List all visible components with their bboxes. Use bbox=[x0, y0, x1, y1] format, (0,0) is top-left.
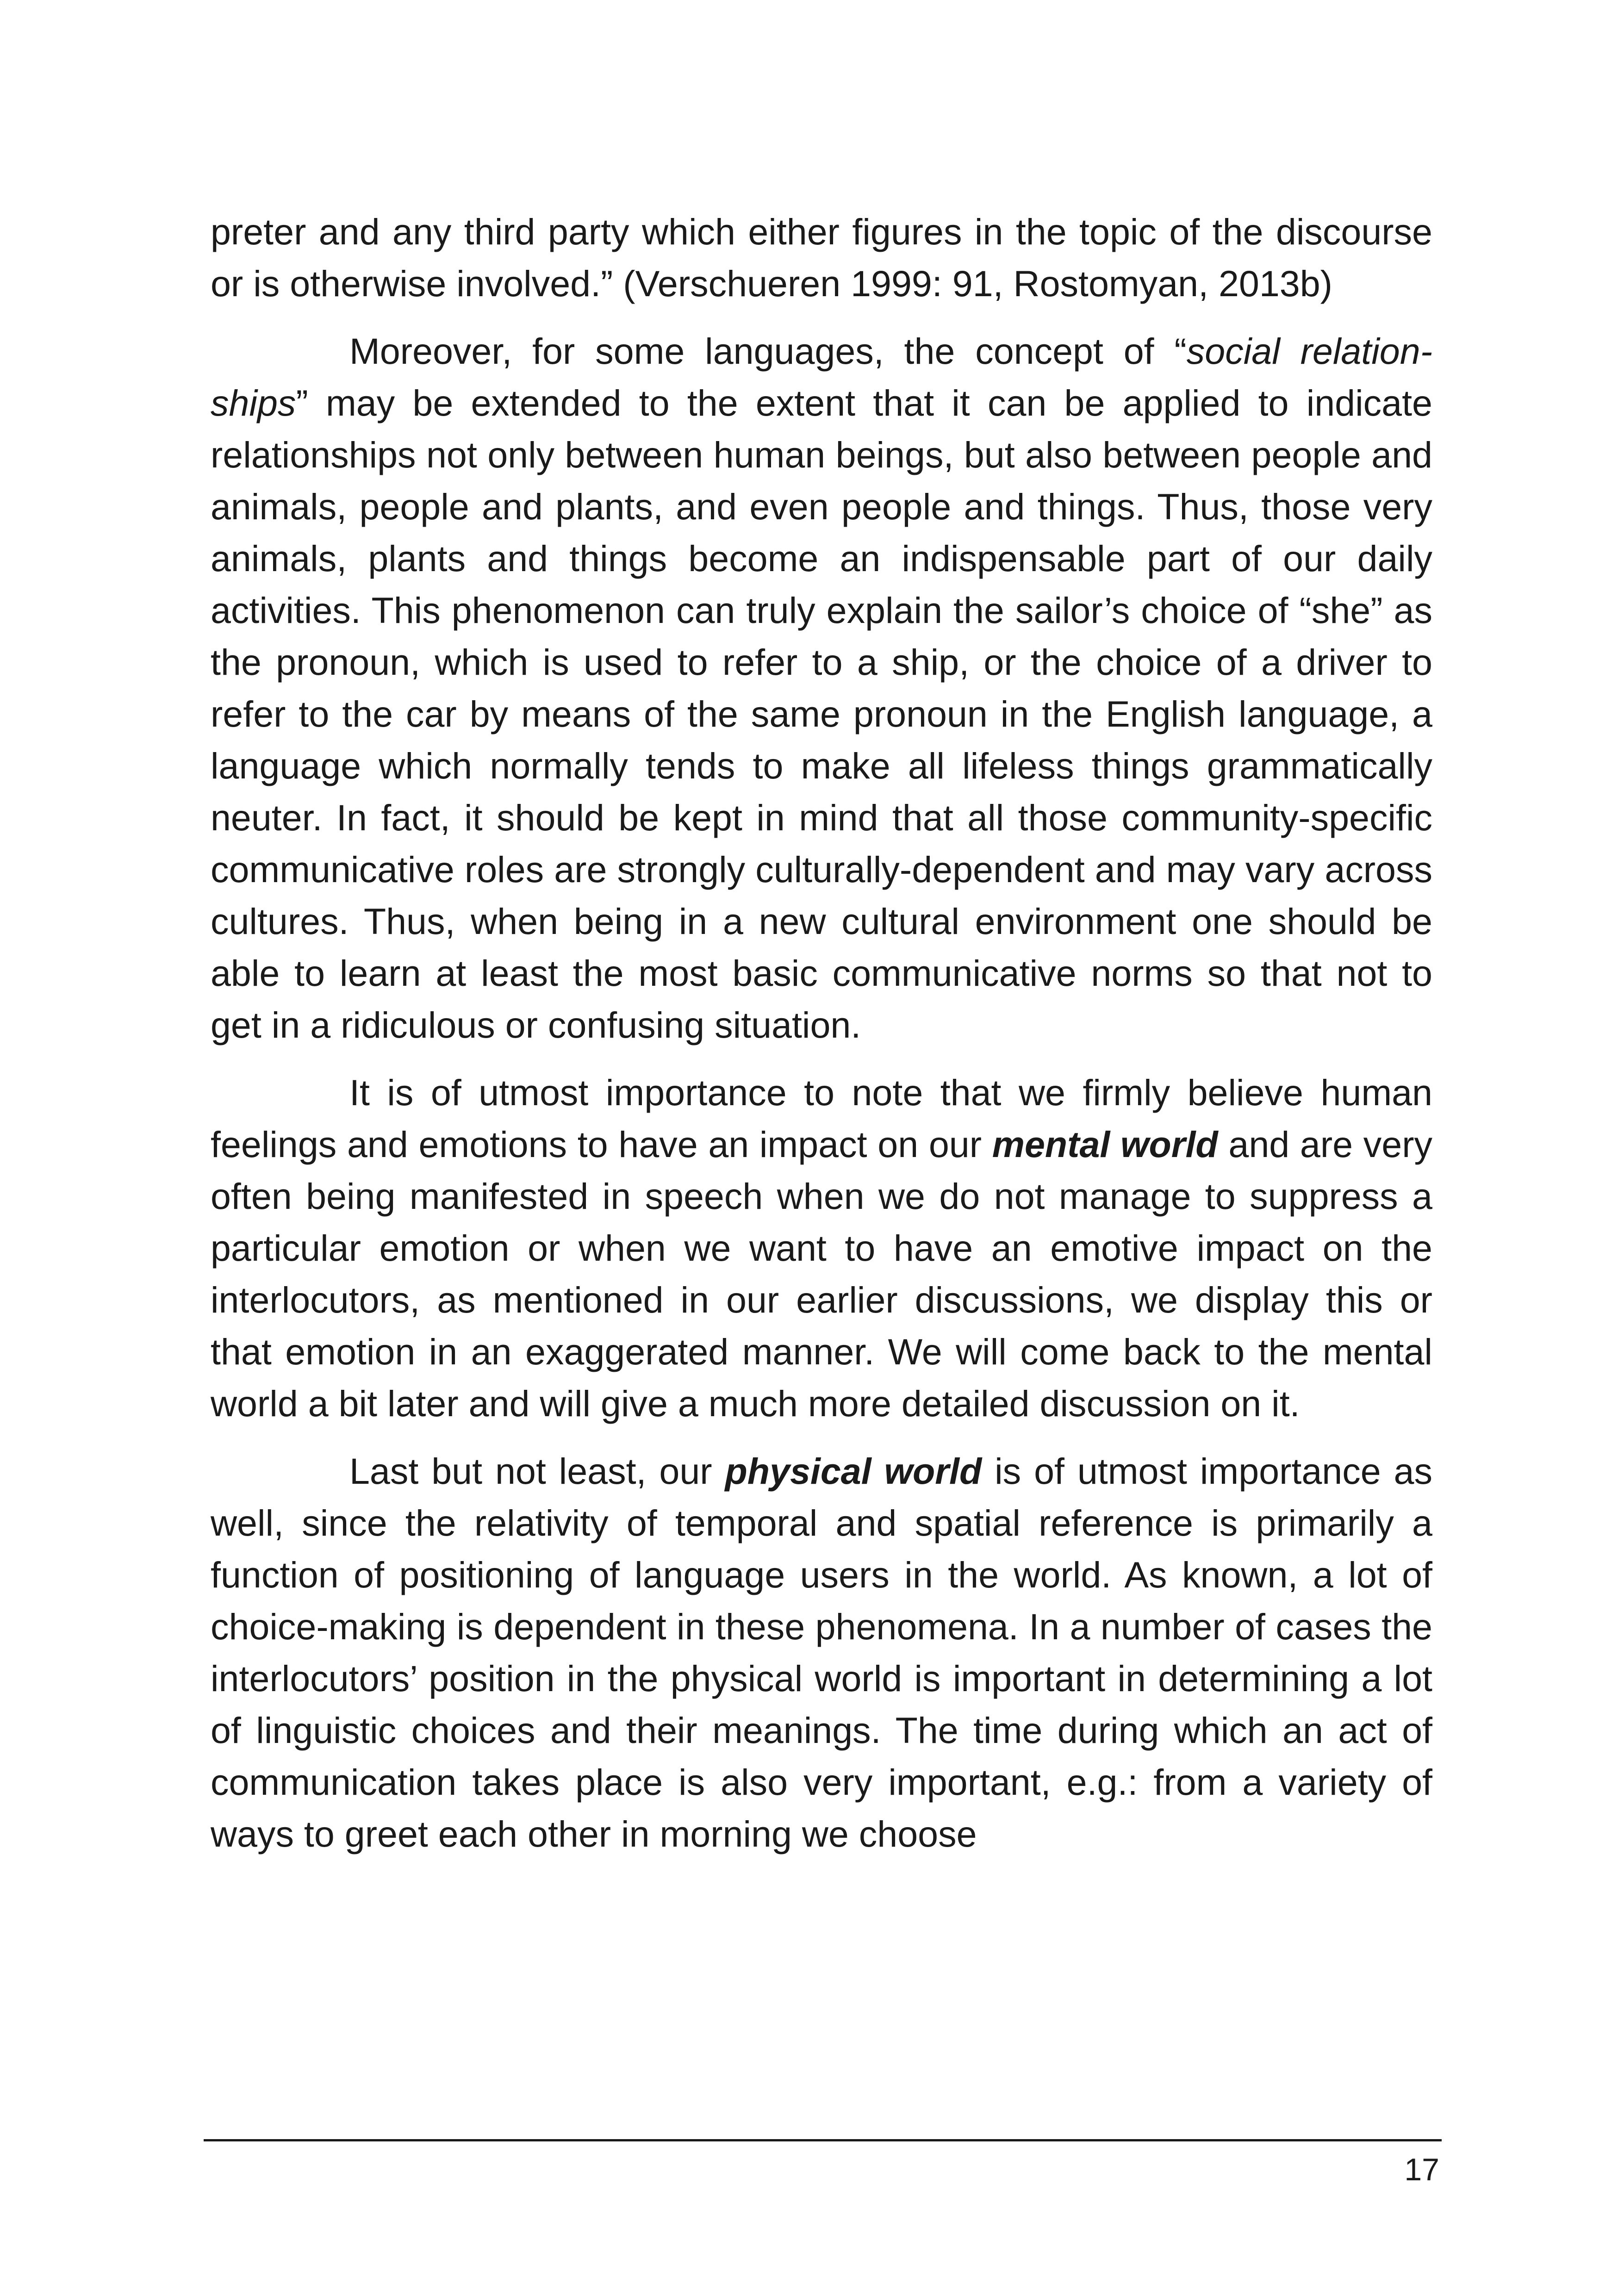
emphasized-term: mental world bbox=[992, 1124, 1218, 1165]
body-text bbox=[211, 206, 1432, 1860]
paragraph bbox=[211, 206, 1432, 310]
paragraph-text: preter and any third party which either figures in the topic of the discourse or is otherwise involved.” (Verschueren 1999: 91, Rostomyan, 2013b) bbox=[211, 211, 1432, 304]
paragraph bbox=[211, 1445, 1432, 1860]
italic-term: social relationships bbox=[211, 330, 1432, 423]
emphasized-term: physical world bbox=[725, 1450, 982, 1492]
paragraph-text: ” may be extended to the extent that it can be applied to indicate relationships not only between human beings, but also between people and animals, people and plants, and even people and things. Thus, those very animals, plants and things become an indispensable part of our daily activities. This phenomenon can truly explain the sailor’s choice of “she” as the pronoun, which is used to refer to a ship, or the choice of a driver to refer to the car by means of the same pronoun in the English language, a language which normally tends to make all lifeless things grammatically neuter. In fact, it should be kept in mind that all those community-specific communicative roles are strongly culturally-dependent and may vary across cultures. Thus, when being in a new cultural environment one should be able to learn at least the most basic communicative norms so that not to get in a ridiculous or confusing situation. bbox=[211, 382, 1432, 1045]
paragraph-text: Last but not least, our bbox=[349, 1450, 725, 1492]
paragraph bbox=[211, 325, 1432, 1051]
footer-divider bbox=[204, 2139, 1442, 2141]
page-number: 17 bbox=[1404, 2152, 1439, 2187]
paragraph-text: and are very often being manifested in speech when we do not manage to suppress a particular emotion or when we want to have an emotive impact on the interlocutors, as mentioned in our earlier discussions, we display this or that emotion in an exaggerated manner. We will come back to the mental world a bit later and will give a much more detailed discussion on it. bbox=[211, 1124, 1433, 1424]
paragraph-text: It is of utmost importance to note that we firmly believe human feelings and emotions to have an impact on our bbox=[211, 1072, 1432, 1165]
paragraph bbox=[211, 1067, 1432, 1430]
paragraph-text: is of utmost importance as well, since the relativity of temporal and spatial reference is primarily a function of positioning of language users in the world. As known, a lot of choice-making is dependent in these phenomena. In a number of cases the interlocutors’ position in the physical world is important in determining a lot of linguistic choices and their meanings. The time during which an act of communication takes place is also very important, e.g.: from a variety of ways to greet each other in morning we choose bbox=[211, 1450, 1432, 1854]
paragraph-text: Moreover, for some languages, the concept of “ bbox=[349, 330, 1187, 372]
